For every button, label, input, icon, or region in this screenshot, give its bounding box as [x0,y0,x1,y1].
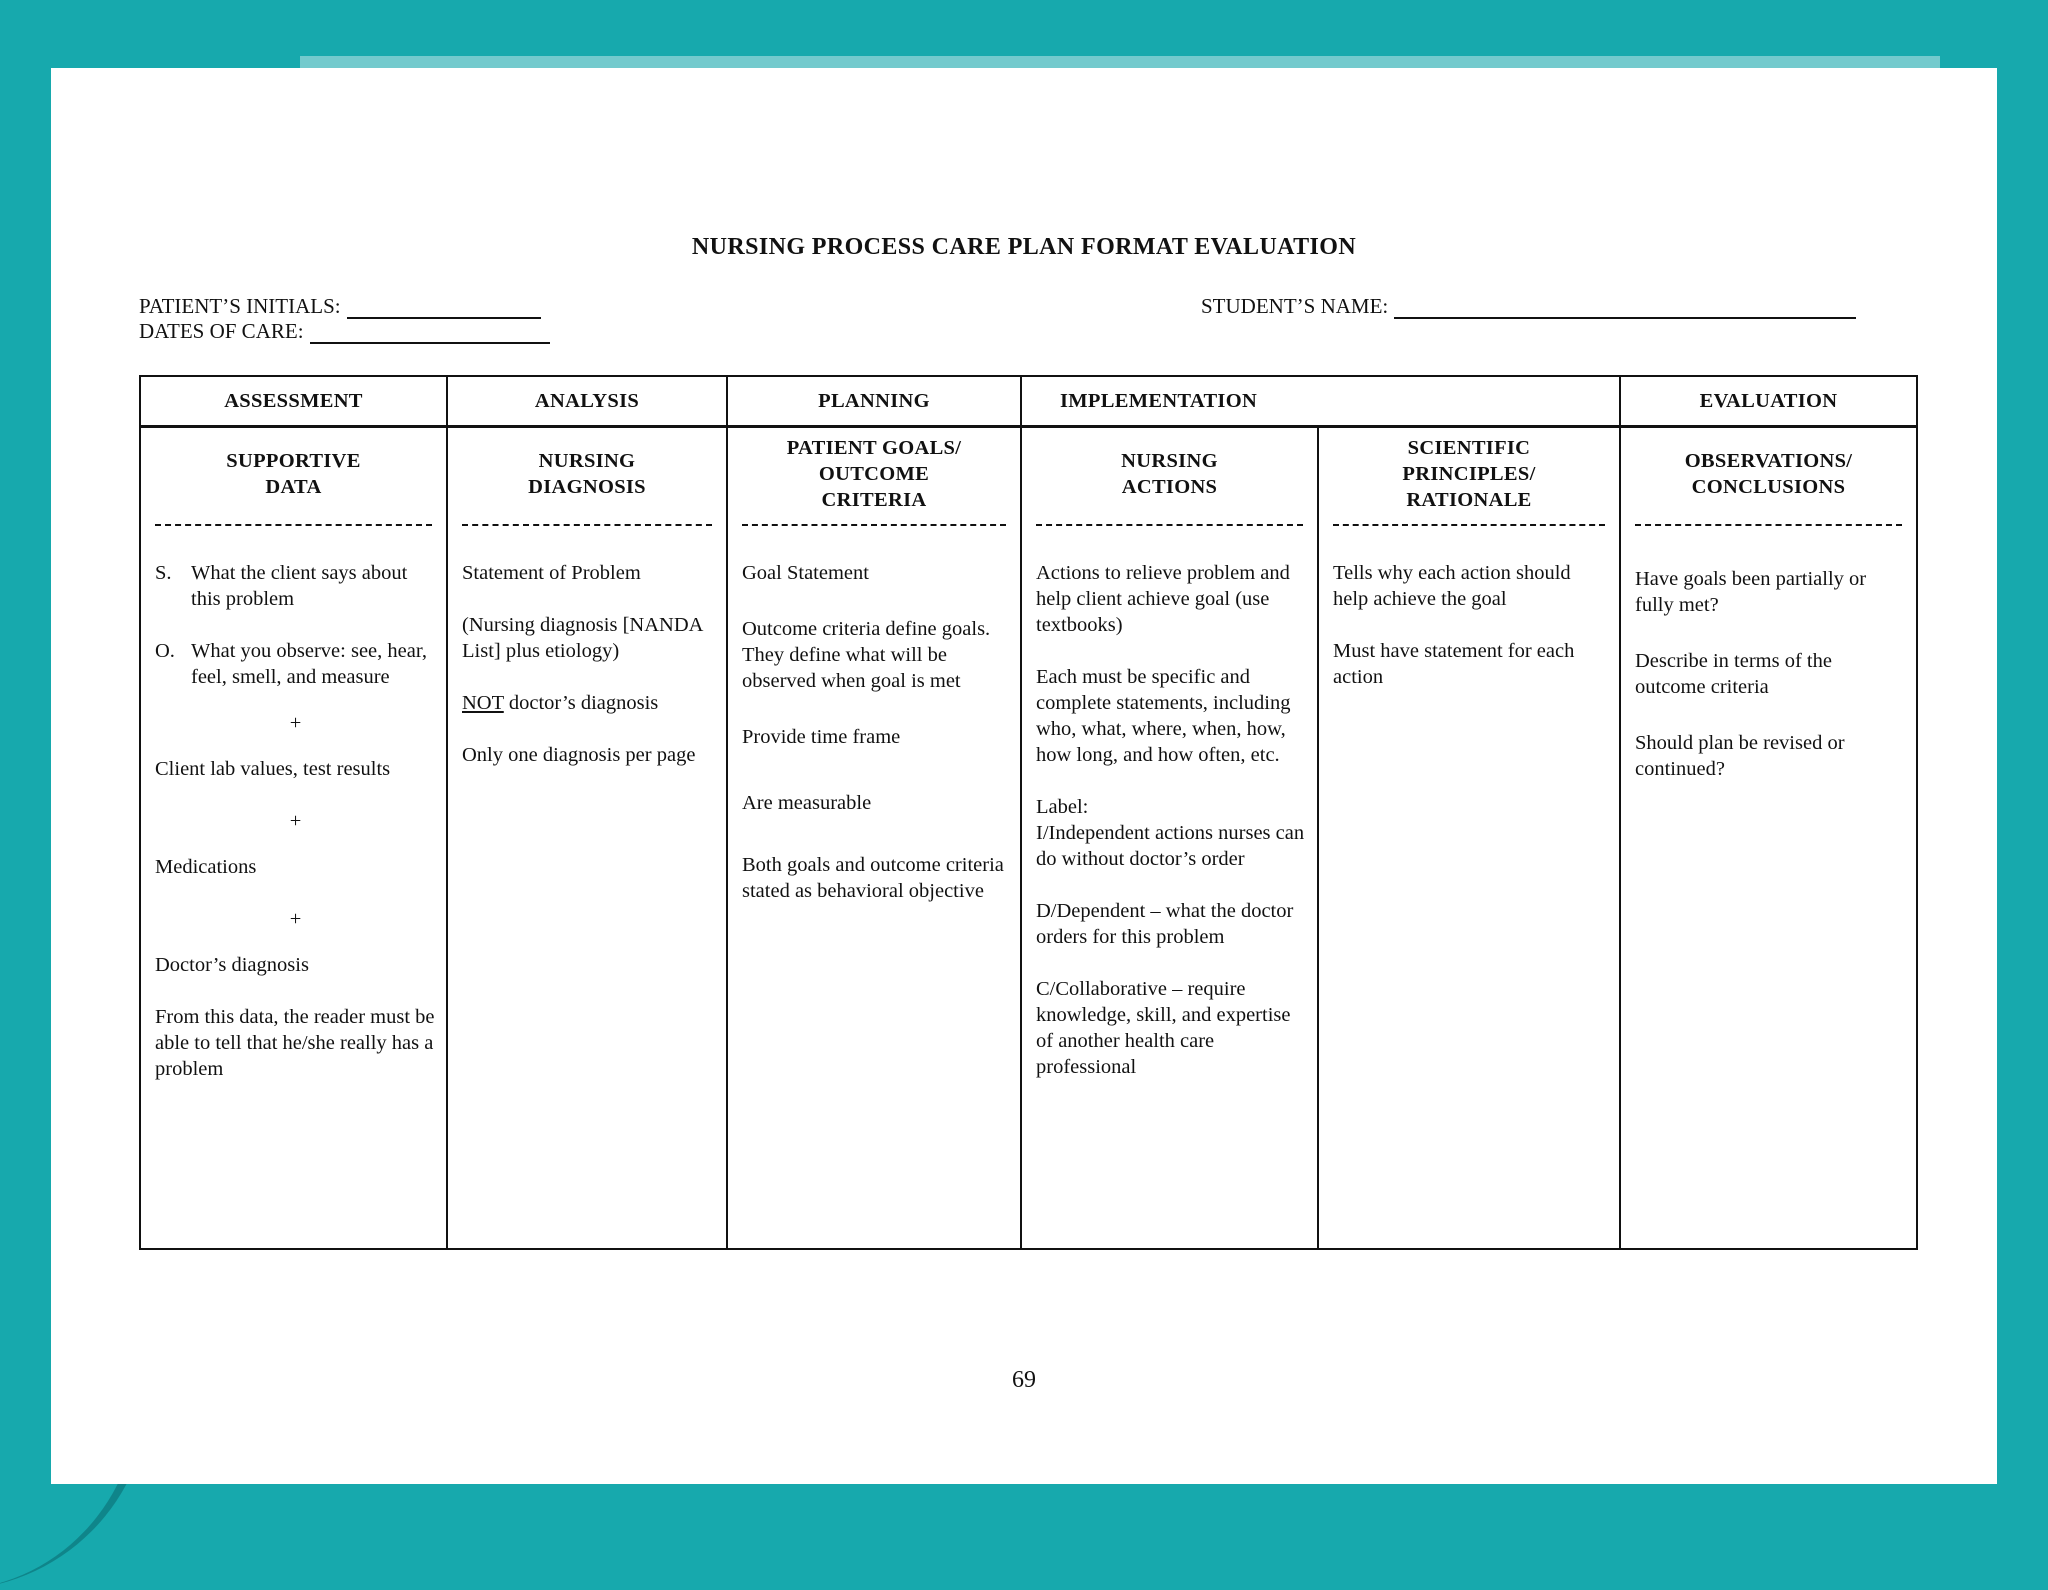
dates-of-care-field [139,319,550,344]
dates-of-care-label: DATES OF CARE: [139,319,304,343]
not-doctor-item: NOT doctor’s diagnosis [462,692,659,714]
time-frame-item: Provide time frame [742,726,901,748]
column-supportive-data [140,427,447,1250]
column-title: NURSING ACTIONS [1121,450,1218,498]
dates-of-care-line[interactable] [310,322,550,344]
column-nursing-diagnosis [447,427,727,1250]
care-plan-table [139,375,1918,1250]
reader-note: From this data, the reader must be able to tell that he/she really has a problem [155,1006,435,1080]
collaborative-item: C/Collaborative – require knowledge, skill, and expertise of another health care professional [1036,978,1291,1078]
document-title: NURSING PROCESS CARE PLAN FORMAT EVALUATION [691,234,1357,260]
header-evaluation: EVALUATION [1620,376,1917,427]
one-diagnosis-item: Only one diagnosis per page [462,744,696,766]
column-observations [1620,427,1917,1250]
medications-item: Medications [155,856,257,878]
relieve-problem-item: Actions to relieve problem and help client achieve goal (use textbooks) [1036,562,1290,636]
plus-sign: + [289,908,302,930]
patient-initials-line[interactable] [347,297,541,319]
doctors-diagnosis-item: Doctor’s diagnosis [155,954,309,976]
subjective-item: S. What the client says about this problem [155,562,408,610]
header-row [140,376,1917,427]
lab-values-item: Client lab values, test results [155,758,391,780]
label-heading: Label: [1036,796,1089,818]
nanda-item: (Nursing diagnosis [NANDA List] plus etiology) [462,614,703,662]
column-title: SCIENTIFIC PRINCIPLES/ RATIONALE [1402,437,1536,511]
behavioral-objective-item: Both goals and outcome criteria stated as behavioral objective [742,854,1004,902]
revise-plan-item: Should plan be revised or continued? [1635,732,1845,780]
student-name-field [1201,294,1856,319]
student-name-label: STUDENT’S NAME: [1201,294,1389,318]
column-title: OBSERVATIONS/ CONCLUSIONS [1684,450,1853,498]
student-name-line[interactable] [1394,297,1856,319]
header-implementation: IMPLEMENTATION [1021,376,1620,427]
outcome-terms-item: Describe in terms of the outcome criteria [1635,650,1832,698]
patient-initials-label: PATIENT’S INITIALS: [139,294,341,318]
page-number: 69 [1012,1367,1036,1393]
patient-initials-field [139,294,541,319]
rationale-item: Tells why each action should help achieve the goal [1333,562,1571,610]
header-analysis: ANALYSIS [447,376,727,427]
column-nursing-actions [1021,427,1318,1250]
goal-statement-item: Goal Statement [742,562,869,584]
body-row [140,427,1917,1250]
column-title: SUPPORTIVE DATA [226,450,361,498]
specific-statements-item: Each must be specific and complete statements, including who, what, where, when, how, how long, and how often, etc. [1036,666,1291,766]
document-page [51,68,1997,1484]
plus-sign: + [289,810,302,832]
measurable-item: Are measurable [742,792,872,814]
header-planning: PLANNING [727,376,1021,427]
outcome-criteria-item: Outcome criteria define goals. They define what will be observed when goal is met [742,618,991,692]
goals-met-item: Have goals been partially or fully met? [1635,568,1867,616]
column-title: NURSING DIAGNOSIS [528,450,646,498]
column-patient-goals [727,427,1021,1250]
column-scientific-principles [1318,427,1620,1250]
header-assessment: ASSESSMENT [140,376,447,427]
statement-each-action-item: Must have statement for each action [1333,640,1575,688]
plus-sign: + [289,712,302,734]
objective-item: O. What you observe: see, hear, feel, smell, and measure [155,640,427,688]
dependent-item: D/Dependent – what the doctor orders for this problem [1036,900,1294,948]
independent-item: I/Independent actions nurses can do without doctor’s order [1036,822,1305,870]
column-title: PATIENT GOALS/ OUTCOME CRITERIA [786,437,962,511]
statement-item: Statement of Problem [462,562,641,584]
